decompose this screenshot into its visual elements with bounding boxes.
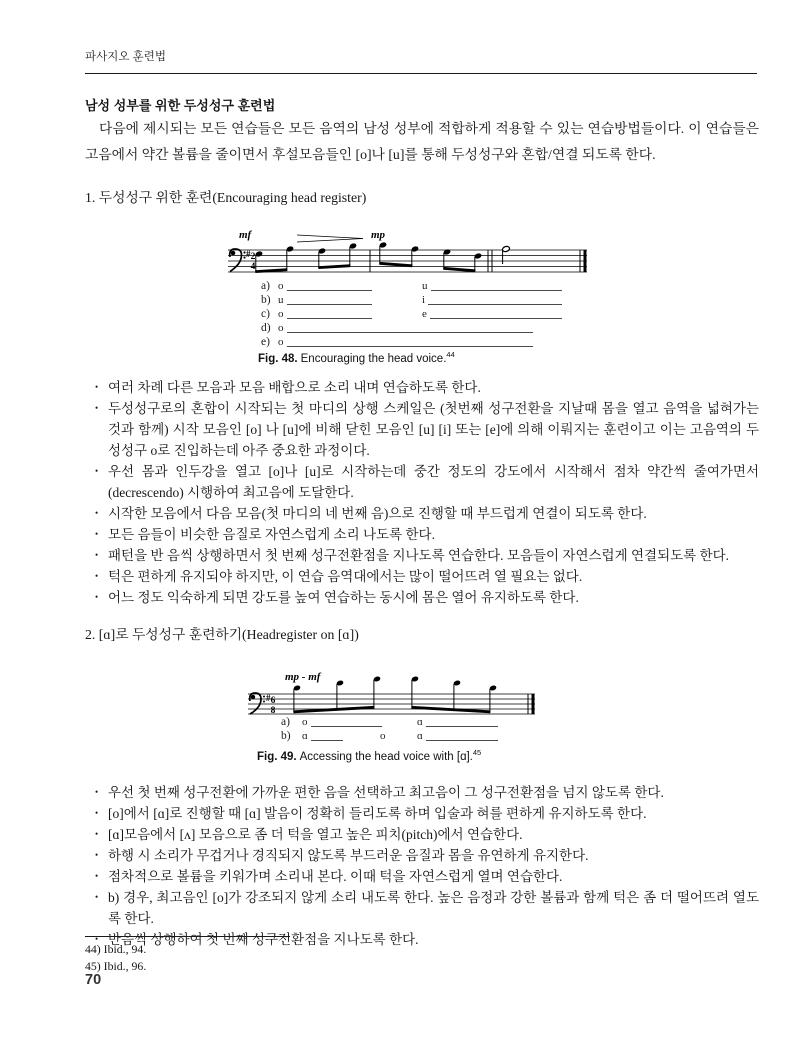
vowel-part <box>422 280 562 293</box>
time-signature-top: 6 <box>270 696 276 706</box>
fig49-caption <box>257 748 481 763</box>
vowel-row <box>245 730 555 744</box>
bullet-text: 여러 차례 다른 모음과 모음 배합으로 소리 내며 연습하도록 한다. <box>108 380 481 395</box>
notes-measure1 <box>255 243 357 273</box>
section1-bullet-list <box>85 377 759 608</box>
vowel-part <box>278 336 533 349</box>
staff-lines <box>248 694 535 714</box>
bullet-item <box>85 782 759 803</box>
bullet-text: 우선 첫 번째 성구전환에 가까운 편한 음을 선택하고 최고음이 그 성구전환점을 넘지 않도록 한다. <box>108 785 664 800</box>
vowel-part <box>278 294 372 307</box>
intro-paragraph: 다음에 제시되는 모든 연습들은 모든 음역의 남성 성부에 적합하게 적용할 수 있는 연습방법들이다. 이 연습들은 고음에서 약간 볼륨을 줄이면서 후설모음들인 [o]나 [u]를 통해 두성성구와 혼합/연결 되도록 한다. <box>85 121 759 162</box>
figure-49 <box>245 668 555 768</box>
fig48-footnote-ref: 44 <box>446 350 455 359</box>
key-signature-sharp: # <box>246 249 251 259</box>
vowel-extension-line <box>287 346 534 347</box>
vowel-extension-line <box>287 304 373 305</box>
bullet-item <box>85 566 759 587</box>
dynamic-mf: mf <box>239 229 252 241</box>
fig49-footnote-ref: 45 <box>472 748 482 757</box>
vowel-part <box>417 716 498 729</box>
bullet-icon: • <box>95 787 99 797</box>
vowel-row <box>245 716 555 730</box>
vowel-extension-line <box>287 332 534 333</box>
bullet-item <box>85 545 759 566</box>
vowel-row-label: c) <box>261 308 270 320</box>
bullet-item <box>85 845 759 866</box>
section-heading: 남성 성부를 위한 두성성구 훈련법 <box>85 98 276 113</box>
fig48-caption <box>258 350 455 365</box>
bullet-text: 두성성구로의 혼합이 시작되는 첫 마디의 상행 스케일은 (첫번째 성구전환을 지날때 몸을 열고 음역을 넓혀가는 것과 함께) 시작 모음인 [o] 나 [u]에 비해 닫힌 모음인 [u] [i] 또는 [e]에 의해 이뤄지는 훈련이고 이는 고음역의 두성성구 o로 진입하는데 아주 중요한 과정이다. <box>108 401 759 458</box>
time-signature-top: 2 <box>250 252 256 262</box>
section1-title: 1. 두성성구 위한 훈련(Encouraging head register) <box>85 190 367 205</box>
footnote: 45) Ibid., 96. <box>85 959 147 973</box>
bullet-text: 패턴을 반 음씩 상행하면서 첫 번째 성구전환점을 지나도록 연습한다. 모음들이 자연스럽게 연결되도록 한다. <box>108 548 730 563</box>
bullet-icon: • <box>95 571 99 581</box>
fig49-caption-label: Fig. 49. <box>257 750 297 763</box>
vowel-row <box>225 322 590 336</box>
vowel-extension-line <box>311 726 383 727</box>
bullet-icon: • <box>95 403 99 413</box>
vowel-part <box>380 730 390 743</box>
vowel-extension-line <box>426 726 498 727</box>
vowel-extension-line <box>428 304 562 305</box>
vowel-row <box>225 308 590 322</box>
vowel-letter: o <box>278 280 284 292</box>
fig48-caption-text: Encouraging the head voice. <box>300 352 447 365</box>
vowel-extension-line <box>431 290 563 291</box>
vowel-extension-line <box>311 740 343 741</box>
bullet-item <box>85 461 759 503</box>
bullet-icon: • <box>95 529 99 539</box>
vowel-row-label: e) <box>261 336 270 348</box>
vowel-letter: o <box>278 308 284 320</box>
bullet-text: 어느 정도 익숙하게 되면 강도를 높여 연습하는 동시에 몸은 열어 유지하도록 한다. <box>108 590 579 605</box>
fig49-vowel-rows <box>245 716 555 744</box>
vowel-extension-line <box>287 290 373 291</box>
vowel-part <box>417 730 498 743</box>
fig49-caption-text: Accessing the head voice with [ɑ]. <box>299 750 473 763</box>
vowel-part <box>422 308 562 321</box>
vowel-row-label: a) <box>261 280 270 292</box>
fig48-caption-label: Fig. 48. <box>258 352 298 365</box>
bullet-icon: • <box>95 508 99 518</box>
vowel-letter: i <box>422 294 426 306</box>
vowel-part <box>278 308 372 321</box>
bullet-item <box>85 887 759 929</box>
bullet-icon: • <box>95 592 99 602</box>
bullet-icon: • <box>95 466 99 476</box>
vowel-letter: o <box>278 336 284 348</box>
bullet-item <box>85 803 759 824</box>
header-rule <box>85 73 757 74</box>
bullet-item <box>85 524 759 545</box>
bullet-item <box>85 377 759 398</box>
vowel-letter: o <box>380 730 386 742</box>
bullet-text: 하행 시 소리가 무겁거나 경직되지 않도록 부드러운 음질과 몸을 유연하게 유지한다. <box>108 848 589 863</box>
dynamic-mp: mp <box>371 229 386 241</box>
figure-48 <box>225 226 590 368</box>
bullet-icon: • <box>95 850 99 860</box>
vowel-letter: o <box>302 716 308 728</box>
bullet-item <box>85 503 759 524</box>
fig48-vowel-rows <box>225 280 590 350</box>
vowel-row-label: d) <box>261 322 271 334</box>
footnote: 44) Ibid., 94. <box>85 942 147 956</box>
vowel-letter: ɑ <box>417 730 423 742</box>
bullet-icon: • <box>95 934 99 944</box>
vowel-extension-line <box>287 318 373 319</box>
bullet-icon: • <box>95 550 99 560</box>
vowel-row <box>225 280 590 294</box>
bullet-text: [o]에서 [ɑ]로 진행할 때 [ɑ] 발음이 정확히 들리도록 하며 입술과 혀를 편하게 유지하도록 한다. <box>108 806 647 821</box>
decrescendo-hairpin <box>297 235 363 242</box>
vowel-extension-line <box>430 318 562 319</box>
bass-clef-icon <box>250 693 265 714</box>
bullet-icon: • <box>95 808 99 818</box>
bullet-icon: • <box>95 892 99 902</box>
vowel-row-label: a) <box>281 716 290 728</box>
bass-clef-icon <box>230 249 246 272</box>
vowel-row <box>225 294 590 308</box>
key-signature-sharp: # <box>266 693 271 703</box>
vowel-part <box>302 730 343 743</box>
bullet-text: 점차적으로 볼륨을 키워가며 소리내 본다. 이때 턱을 자연스럽게 열며 연습한다. <box>108 869 563 884</box>
bullet-text: 턱은 편하게 유지되야 하지만, 이 연습 음역대에서는 많이 떨어뜨려 열 필요는 없다. <box>108 569 583 584</box>
vowel-part <box>278 280 372 293</box>
vowel-part <box>278 322 533 335</box>
vowel-row-label: b) <box>261 294 271 306</box>
vowel-letter: u <box>422 280 428 292</box>
bullet-text: 우선 몸과 인두강을 열고 [o]나 [u]로 시작하는데 중간 정도의 강도에서 시작해서 점차 약간씩 줄여가면서(decrescendo) 시행하여 최고음에 도달한다. <box>108 464 759 500</box>
bullet-item <box>85 398 759 461</box>
dynamic-mp-mf: mp - mf <box>285 671 321 683</box>
time-signature-bottom: 4 <box>250 262 256 272</box>
bullet-text: b) 경우, 최고음인 [o]가 강조되지 않게 소리 내도록 한다. 높은 음정과 강한 볼륨과 함께 턱은 좀 더 떨어뜨려 열도록 한다. <box>108 890 759 926</box>
bullet-icon: • <box>95 829 99 839</box>
footnote-list <box>85 941 485 975</box>
running-head: 파사지오 훈련법 <box>85 51 166 63</box>
footnote-rule <box>85 936 290 937</box>
vowel-part <box>302 716 382 729</box>
vowel-part <box>422 294 562 307</box>
bullet-text: [ɑ]모음에서 [ʌ] 모음으로 좀 더 턱을 열고 높은 피치(pitch)에서 연습한다. <box>108 827 523 842</box>
section2-title: 2. [ɑ]로 두성성구 훈련하기(Headregister on [ɑ]) <box>85 627 359 642</box>
bullet-text: 시작한 모음에서 다음 모음(첫 마디의 네 번째 음)으로 진행할 때 부드럽게 연결이 되도록 한다. <box>108 506 647 521</box>
vowel-row-label: b) <box>281 730 291 742</box>
bullet-item <box>85 587 759 608</box>
page-number: 70 <box>85 972 102 988</box>
vowel-letter: ɑ <box>302 730 308 742</box>
bullet-icon: • <box>95 382 99 392</box>
vowel-extension-line <box>426 740 498 741</box>
bullet-icon: • <box>95 871 99 881</box>
vowel-letter: ɑ <box>417 716 423 728</box>
bullet-text: 모든 음들이 비슷한 음질로 자연스럽게 소리 나도록 한다. <box>108 527 435 542</box>
vowel-letter: o <box>278 322 284 334</box>
bullet-text: 반음씩 상행하여 첫 번째 성구전환점을 지나도록 한다. <box>108 932 419 947</box>
fig49-notation <box>245 668 545 718</box>
bullet-item <box>85 824 759 845</box>
vowel-row <box>225 336 590 350</box>
time-signature-bottom: 8 <box>270 706 276 716</box>
vowel-letter: u <box>278 294 284 306</box>
bullet-item <box>85 866 759 887</box>
section2-bullet-list <box>85 782 759 950</box>
vowel-letter: e <box>422 308 427 320</box>
fig48-notation <box>225 226 590 280</box>
